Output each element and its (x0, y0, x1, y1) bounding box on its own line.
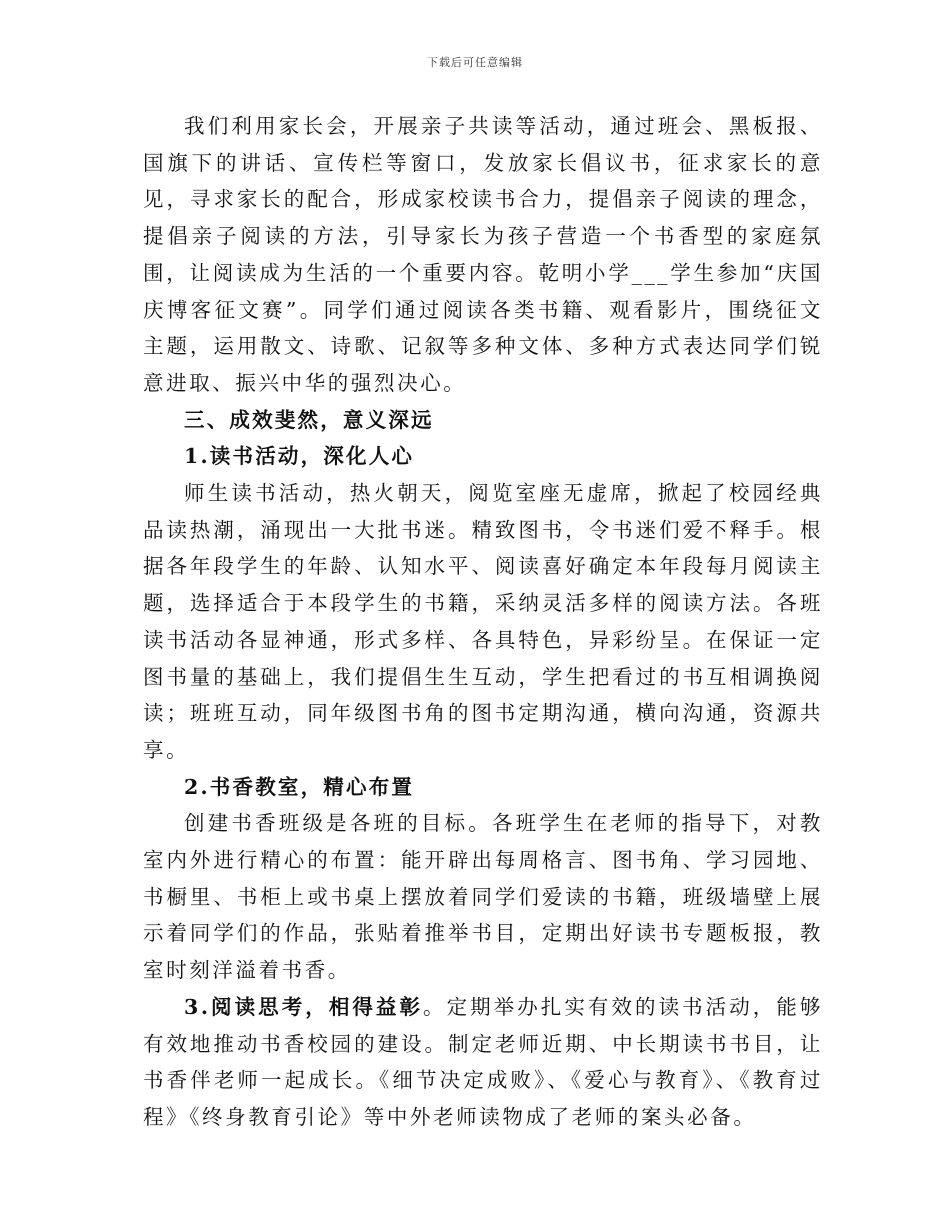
subheading-reading-thinking: 3.阅读思考，相得益彰 (184, 994, 424, 1019)
paragraph-parent-child-reading: 我们利用家长会，开展亲子共读等活动，通过班会、黑板报、国旗下的讲话、宣传栏等窗口，发放家长倡议书，征求家长的意见，寻求家长的配合，形成家校读书合力，提倡亲子阅读的理念，提倡亲子阅读的方法，引导家长为孩子营造一个书香型的家庭氛围，让阅读成为生活的一个重要内容。乾明小学___学生参加“庆国庆博客征文赛”。同学们通过阅读各类书籍、观看影片，围绕征文主题，运用散文、诗歌、记叙等多种文体、多种方式表达同学们锐意进取、振兴中华的强烈决心。 (143, 114, 823, 395)
paragraph-classroom-layout: 创建书香班级是各班的目标。各班学生在老师的指导下，对教室内外进行精心的布置：能开辟出每周格言、图书角、学习园地、书橱里、书柜上或书桌上摆放着同学们爱读的书籍，班级墙壁上展示着同学们的作品，张贴着推举书目，定期出好读书专题板报，教室时刻洋溢着书香。 (143, 811, 823, 983)
page-header: 下载后可任意编辑 (427, 56, 523, 69)
paragraph-reading-thinking (143, 989, 823, 1136)
subheading-book-fragrance-classroom: 2.书香教室，精心布置 (184, 774, 415, 799)
subheading-reading-activities: 1.读书活动，深化人心 (184, 444, 415, 469)
paragraph-reading-activities: 师生读书活动，热火朝天，阅览室座无虚席，掀起了校园经典品读热潮，涌现出一大批书迷。精致图书，令书迷们爱不释手。根据各年段学生的年龄、认知水平、阅读喜好确定本年段每月阅读主题，选择适合于本段学生的书籍，采纳灵活多样的阅读方法。各班读书活动各显神通，形式多样、各具特色，异彩纷呈。在保证一定图书量的基础上，我们提倡生生互动，学生把看过的书互相调换阅读；班班互动，同年级图书角的图书定期沟通，横向沟通，资源共享。 (143, 481, 823, 762)
paragraph-reading-thinking-text: 。定期举办扎实有效的读书活动，能够有效地推动书香校园的建设。制定老师近期、中长期读书书目，让书香伴老师一起成长。《细节决定成败》、《爱心与教育》、《教育过程》《终身教育引论》等中外老师读物成了老师的案头必备。 (143, 994, 823, 1129)
document-body (143, 108, 823, 1136)
section-heading-results: 三、成效斐然，意义深远 (184, 407, 434, 432)
